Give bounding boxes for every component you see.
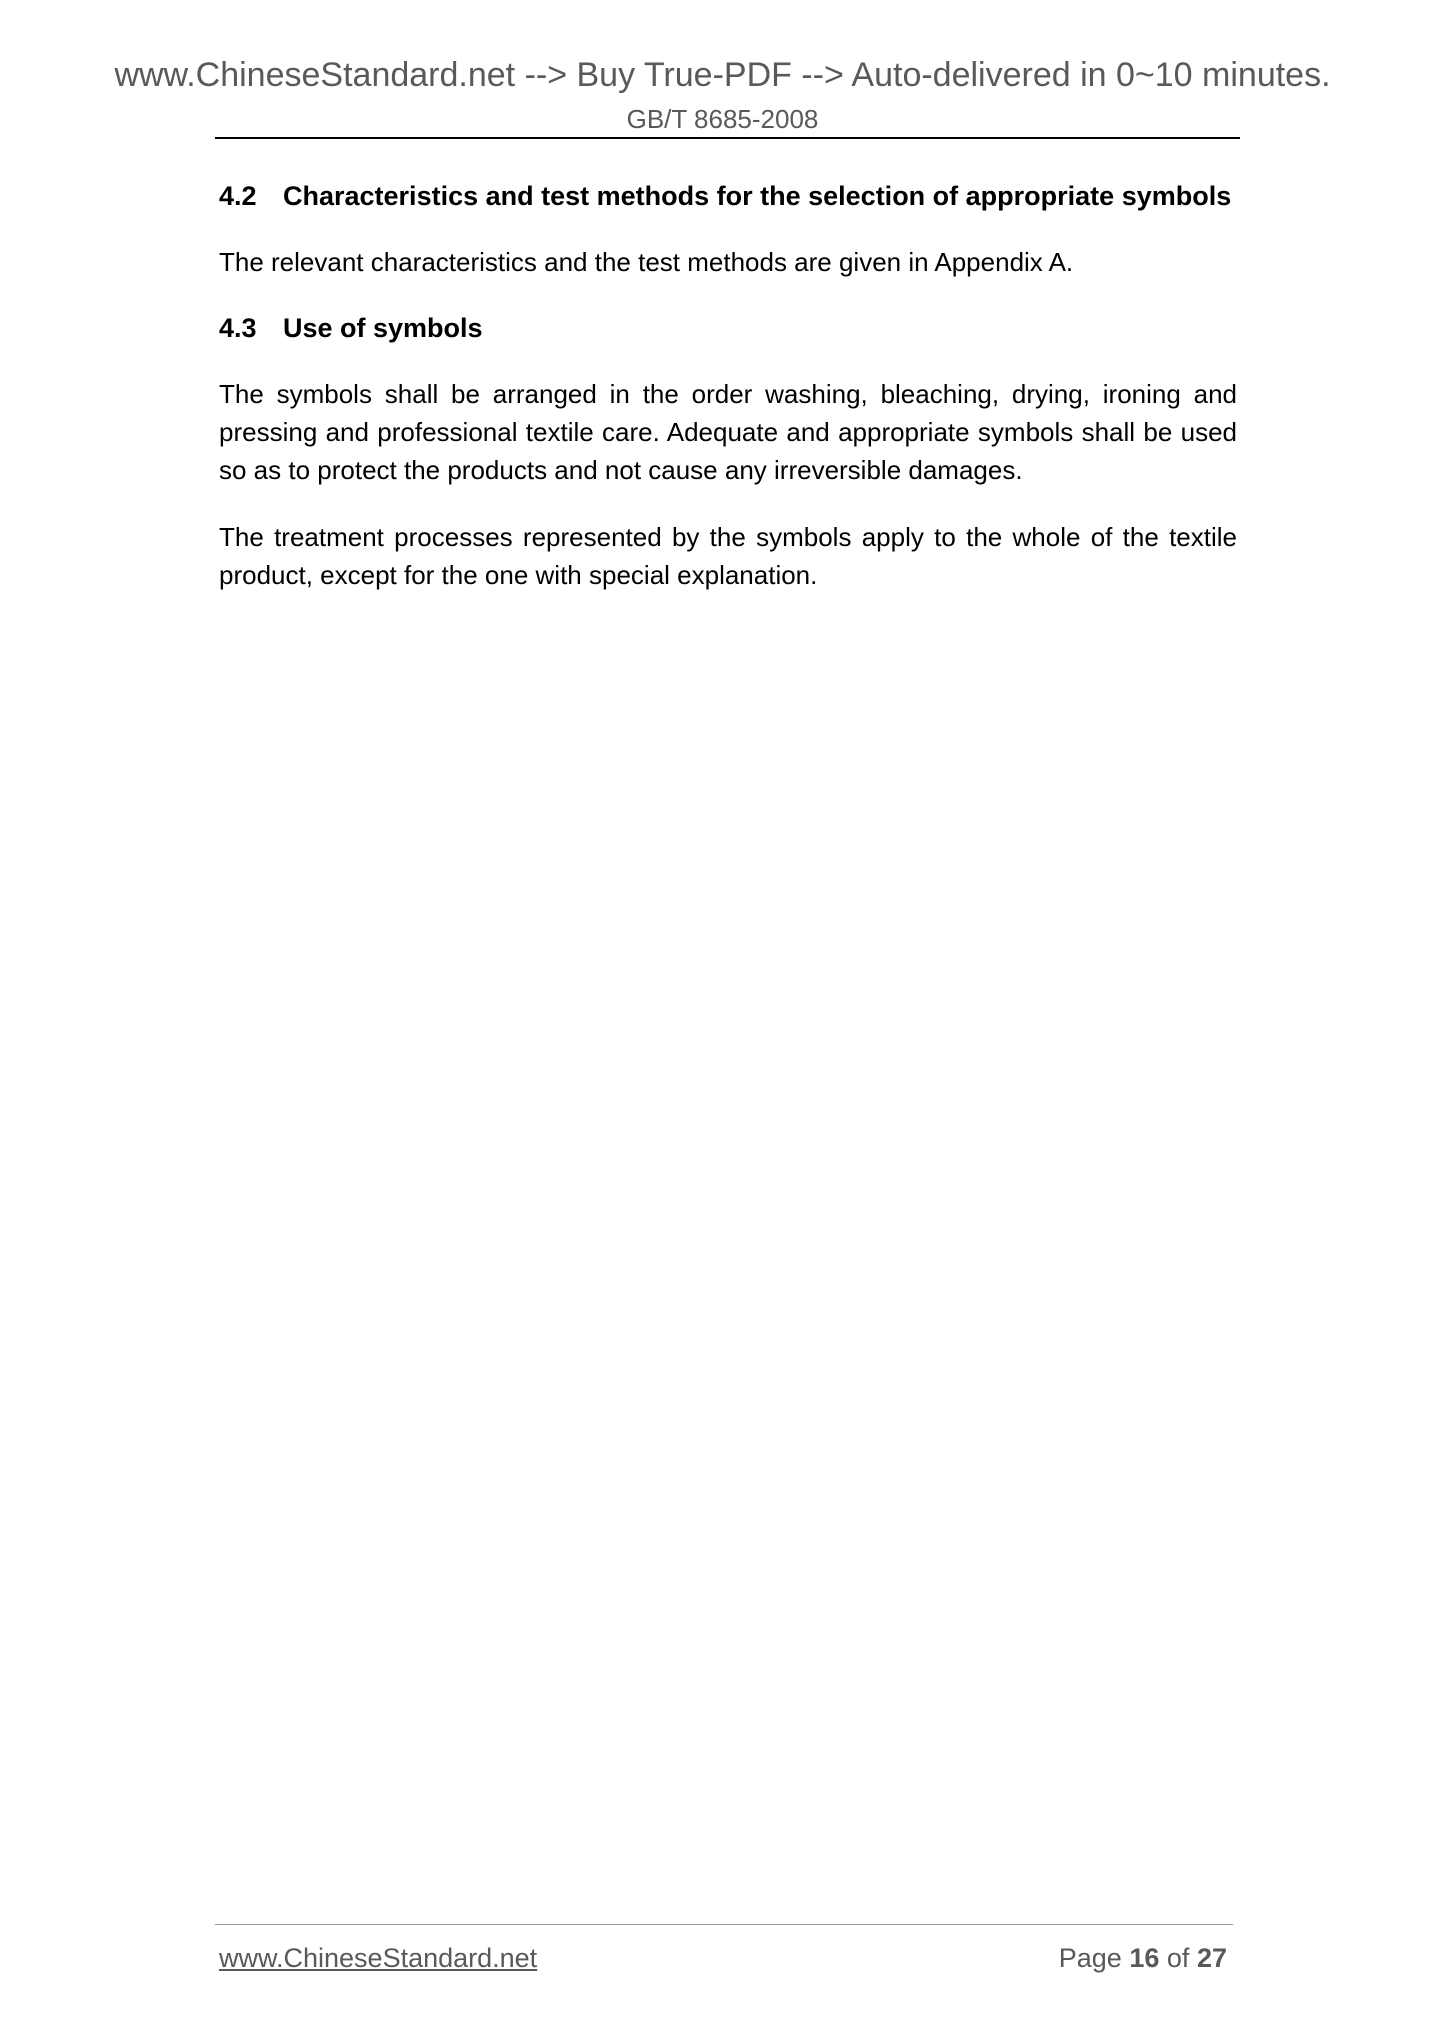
section-paragraph: The symbols shall be arranged in the order washing, bleaching, drying, ironing and pressing and professional textile care. Adequate and appropriate symbols shall be used so as to protect the products and not cause any irreversible damages. xyxy=(219,379,1237,485)
footer-divider xyxy=(215,1924,1233,1925)
section-number: 4.2 xyxy=(219,181,257,211)
section-title: Characteristics and test methods for the selection of appropriate symbols xyxy=(283,181,1232,211)
section-title: Use of symbols xyxy=(283,313,483,343)
page-indicator xyxy=(1059,1943,1227,1974)
document-body xyxy=(219,178,1237,594)
page-label: Page xyxy=(1058,1943,1122,1973)
section-heading-4-3 xyxy=(219,310,1237,346)
header-divider xyxy=(215,137,1240,139)
header-banner: www.ChineseStandard.net --> Buy True-PDF --> Auto-delivered in 0~10 minutes. xyxy=(114,56,1331,94)
section-number: 4.3 xyxy=(219,313,257,343)
page-of: of xyxy=(1166,1943,1190,1973)
standard-code: GB/T 8685-2008 xyxy=(626,104,819,134)
footer-website-link[interactable]: www.ChineseStandard.net xyxy=(219,1943,538,1973)
page-current: 16 xyxy=(1129,1943,1160,1973)
section-paragraph: The treatment processes represented by the symbols apply to the whole of the textile product, except for the one with special explanation. xyxy=(219,522,1237,590)
section-paragraph: The relevant characteristics and the test methods are given in Appendix A. xyxy=(219,247,1074,277)
page-total: 27 xyxy=(1196,1943,1227,1973)
section-heading-4-2 xyxy=(219,178,1237,214)
